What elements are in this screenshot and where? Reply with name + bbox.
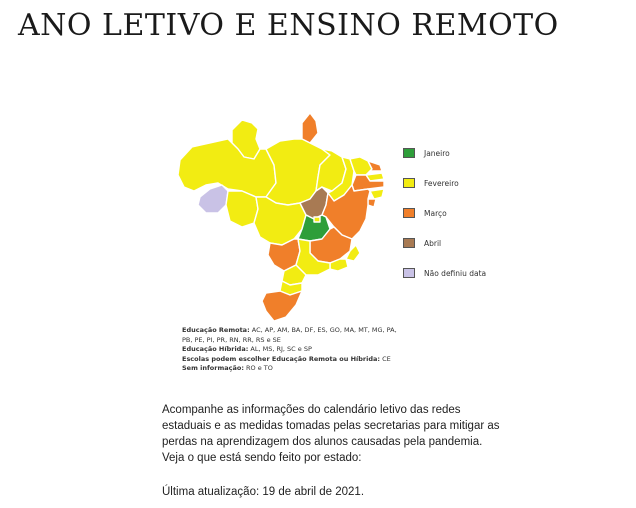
state-ro <box>226 191 258 227</box>
note-hibrida-value: AL, MS, RJ, SC e SP <box>248 345 312 353</box>
legend-label: Março <box>424 208 447 218</box>
note-sem-info-value: RO e TO <box>243 364 273 372</box>
note-hibrida <box>182 345 422 355</box>
legend-label: Não definiu data <box>424 268 487 278</box>
legend-label: Abril <box>424 238 442 248</box>
legend-label: Janeiro <box>424 148 450 158</box>
note-remota-label: Educação Remota: <box>182 326 250 334</box>
intro-paragraph: Acompanhe as informações do calendário letivo das redes estaduais e as medidas tomadas pelas secretarias para mitigar as perdas na aprendizagem dos alunos causadas pela pandemia. Veja o que está sendo feito por estado: <box>162 404 500 464</box>
note-escolha-label: Escolas podem escolher Educação Remota ou Híbrida: <box>182 354 381 363</box>
note-escolha-value: CE <box>380 354 391 363</box>
legend-item-nao-definiu <box>403 267 486 279</box>
legend-swatch <box>403 148 415 158</box>
note-sem-info-label: Sem informação: <box>182 364 244 372</box>
legend-swatch <box>403 178 415 188</box>
last-updated: Última atualização: 19 de abril de 2021. <box>162 486 365 498</box>
note-remota <box>182 326 422 336</box>
note-remota-cont: PB, PE, PI, PR, RN, RR, RS e SE <box>182 335 281 344</box>
state-se <box>368 199 376 207</box>
note-sem-info <box>182 364 422 374</box>
page-title: ANO LETIVO E ENSINO REMOTO <box>18 8 559 43</box>
legend-swatch <box>403 208 415 218</box>
state-al <box>370 189 384 199</box>
legend-item-janeiro <box>403 147 450 159</box>
legend-item-abril <box>403 237 441 249</box>
state-ac <box>198 185 228 213</box>
note-remota-value: AC, AP, AM, BA, DF, ES, GO, MA, MT, MG, PA, <box>249 326 397 334</box>
legend-label: Fevereiro <box>424 178 459 188</box>
legend-swatch <box>403 238 415 248</box>
legend-swatch <box>403 268 415 278</box>
map-notes <box>182 326 422 374</box>
state-df <box>314 217 320 222</box>
note-escolha <box>182 355 422 365</box>
state-ap <box>302 113 318 143</box>
legend-item-fevereiro <box>403 177 459 189</box>
legend-item-marco <box>403 207 447 219</box>
note-hibrida-label: Educação Híbrida: <box>182 345 249 353</box>
state-rs <box>262 291 302 321</box>
state-am <box>178 139 276 197</box>
